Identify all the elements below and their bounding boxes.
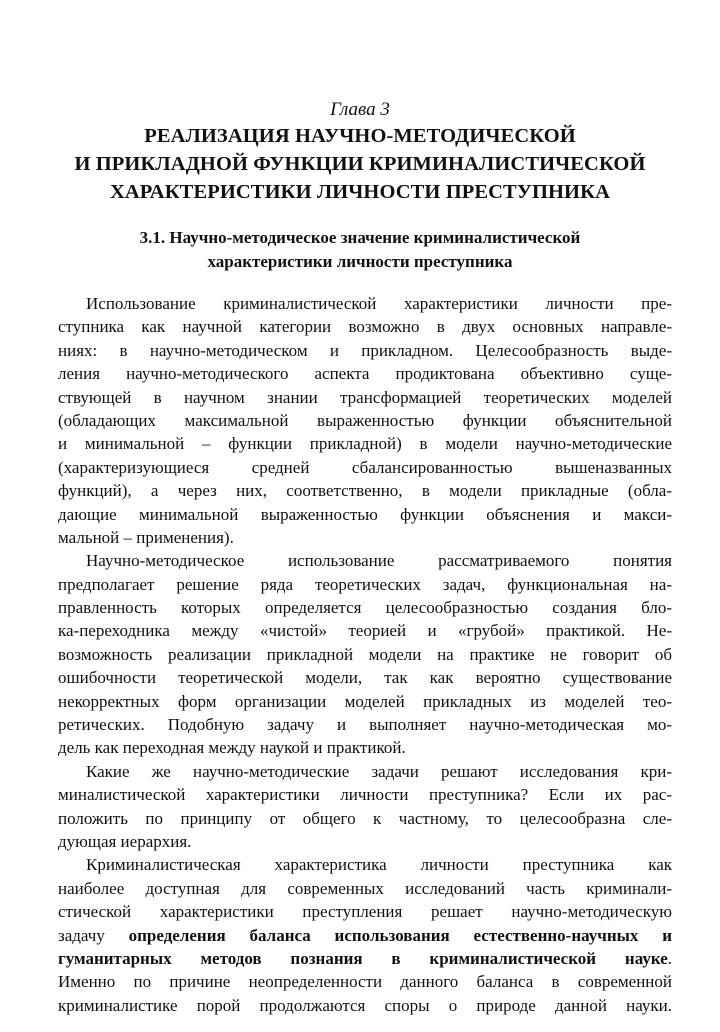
plain-text: . <box>667 948 672 968</box>
text-line: Именно по причине неопределенности данного баланса в современной <box>58 972 672 992</box>
text-line: Криминалистическая характеристика личности преступника как <box>86 855 672 875</box>
text-line-emphasis <box>58 924 672 947</box>
text-line: Использование криминалистической характеристики личности пре- <box>86 294 672 313</box>
text-line: некорректных форм организации моделей прикладных из моделей тео- <box>58 691 672 711</box>
paragraph-2 <box>58 549 672 760</box>
chapter-title-line: И ПРИКЛАДНОЙ ФУНКЦИИ КРИМИНАЛИСТИЧЕСКОЙ <box>74 153 646 175</box>
chapter-title-line: ХАРАКТЕРИСТИКИ ЛИЧНОСТИ ПРЕСТУПНИКА <box>110 181 610 203</box>
text-line: ретических. Подобную задачу и выполняет научно-методическая мо- <box>58 715 672 735</box>
text-line: Научно-методическое использование рассматриваемого понятия <box>86 551 672 571</box>
text-line: предполагает решение ряда теоретических задач, функциональная на- <box>58 574 672 594</box>
section-title <box>40 226 680 274</box>
paragraph-1 <box>58 292 672 549</box>
chapter-title-line: РЕАЛИЗАЦИЯ НАУЧНО-МЕТОДИЧЕСКОЙ <box>144 125 576 147</box>
section-title-line: характеристики личности преступника <box>207 252 513 271</box>
paragraph-4 <box>58 853 672 1017</box>
text-line-emphasis <box>58 947 672 970</box>
bold-text: гуманитарных методов познания в криминалистической науке <box>58 948 668 968</box>
body-text <box>58 292 672 1017</box>
text-line: ка-переходника между «чистой» теорией и «грубой» практикой. Не- <box>58 621 672 641</box>
text-line: ления научно-методического аспекта продиктована объективно суще- <box>58 364 672 384</box>
text-line: ствующей в научном знании трансформацией теоретических моделей <box>58 387 672 407</box>
text-line: и минимальной – функции прикладной) в модели научно-методические <box>58 434 672 454</box>
text-line: правленность которых определяется целесообразностью создания бло- <box>58 598 672 618</box>
section-title-line: 3.1. Научно-методическое значение криминалистической <box>139 228 581 247</box>
bold-text: определения баланса использования естественно-научных и <box>128 925 672 945</box>
text-line: (характеризующиеся средней сбалансированностью вышеназванных <box>58 457 672 477</box>
text-line: положить по принципу от общего к частному, то целесообразна сле- <box>58 808 672 828</box>
text-line: стической характеристики преступления решает научно-методическую <box>58 902 672 922</box>
text-line: наиболее доступная для современных исследований часть криминали- <box>58 878 672 898</box>
text-line: миналистической характеристики личности преступника? Если их рас- <box>58 785 672 805</box>
text-line: функций), а через них, соответственно, в модели прикладные (обла- <box>58 481 672 501</box>
text-line: (обладающих максимальной выраженностью функции объяснительной <box>58 410 672 430</box>
chapter-label: Глава 3 <box>330 99 390 120</box>
paragraph-3 <box>58 760 672 854</box>
text-line: дель как переходная между наукой и практикой. <box>58 738 406 758</box>
text-line: мальной – применения). <box>58 527 234 547</box>
text-line: ступника как научной категории возможно в двух основных направле- <box>58 317 672 337</box>
text-line: ниях: в научно-методическом и прикладном. Целесообразность выде- <box>58 340 672 360</box>
text-line: Какие же научно-методические задачи решают исследования кри- <box>86 761 672 781</box>
text-line: криминалистике порой продолжаются споры о природе данной науки. <box>58 995 672 1015</box>
text-line: дующая иерархия. <box>58 831 192 851</box>
text-line: возможность реализации прикладной модели на практике не говорит об <box>58 644 672 664</box>
plain-text: задачу <box>58 925 129 945</box>
text-line: дающие минимальной выраженностью функции объяснения и макси- <box>58 504 672 524</box>
chapter-title <box>40 122 680 206</box>
text-line: ошибочности теоретической модели, так как вероятно существование <box>58 668 672 688</box>
